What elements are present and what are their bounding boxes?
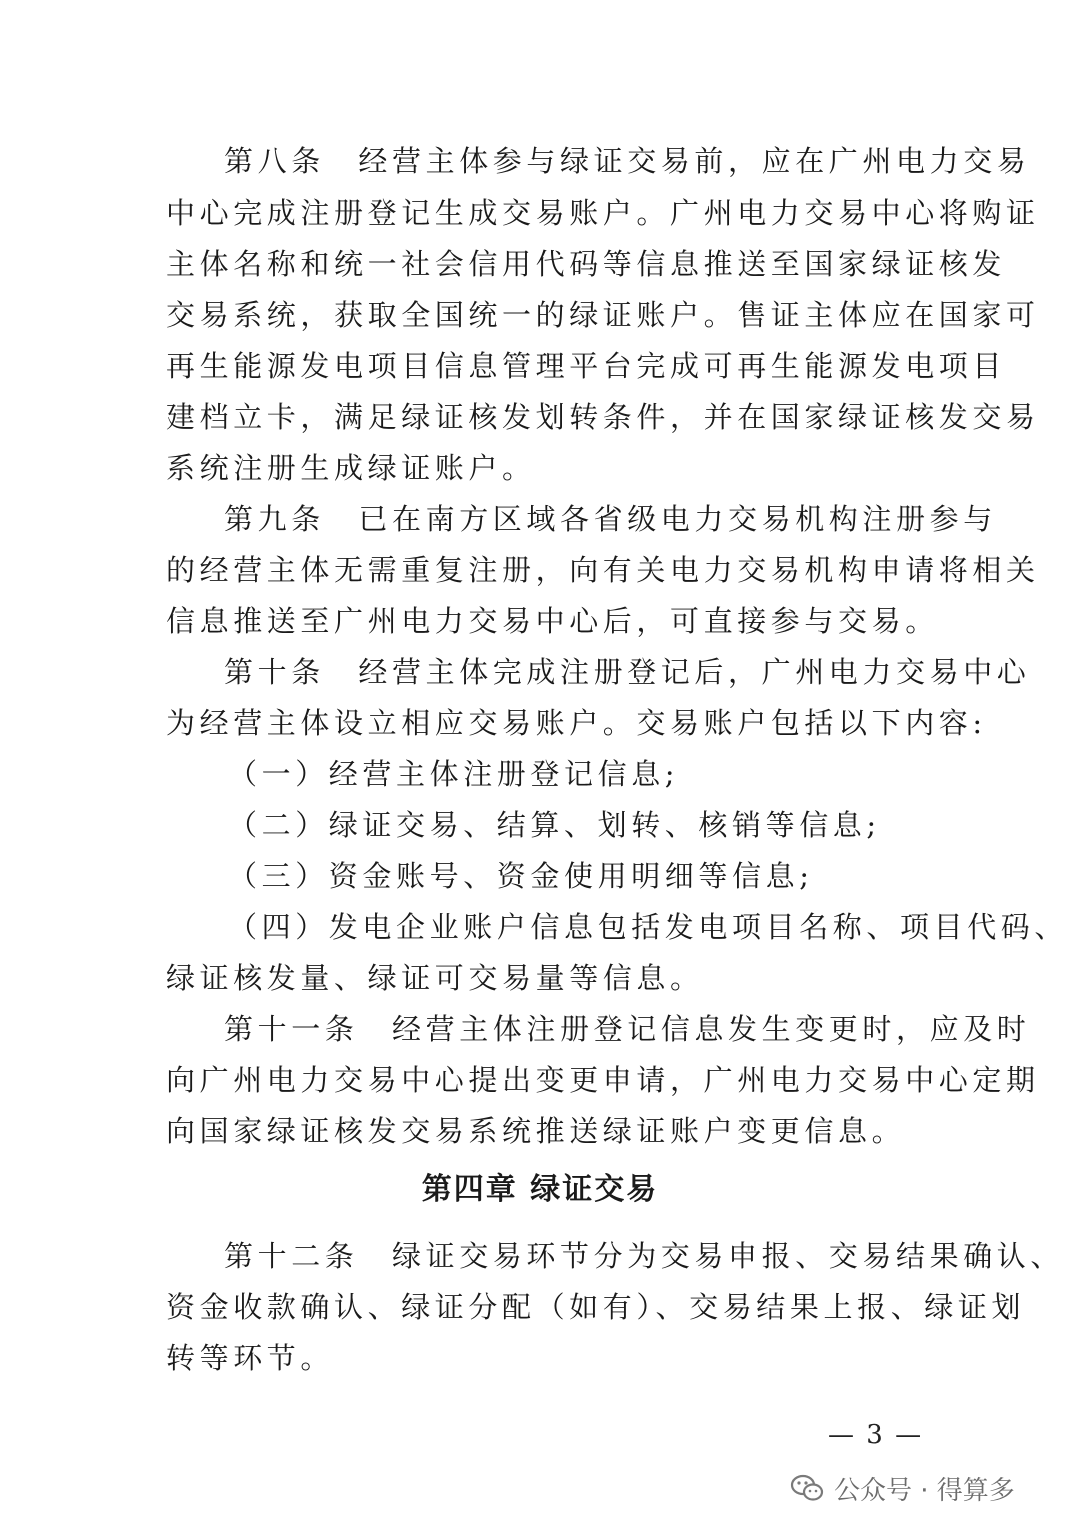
paragraph-line: 第十条 经营主体完成注册登记后，广州电力交易中心 [224,655,1031,689]
paragraph-line: 转等环节。 [166,1341,335,1375]
paragraph-line: 信息推送至广州电力交易中心后，可直接参与交易。 [166,604,939,638]
chapter-heading: 第四章 绿证交易 [421,1172,659,1207]
paragraph-line: 为经营主体设立相应交易账户。交易账户包括以下内容: [166,706,987,740]
paragraph-line: 向广州电力交易中心提出变更申请，广州电力交易中心定期 [166,1063,1040,1097]
paragraph-line: 向国家绿证核发交易系统推送绿证账户变更信息。 [166,1114,906,1148]
paragraph-line: 绿证核发量、绿证可交易量等信息。 [166,961,704,995]
wechat-icon [790,1473,824,1503]
paragraph-line: 的经营主体无需重复注册，向有关电力交易机构申请将相关 [166,553,1040,587]
paragraph-line: 资金收款确认、绿证分配（如有）、交易结果上报、绿证划 [166,1290,1026,1324]
list-item: （四）发电企业账户信息包括发电项目名称、项目代码、 [228,910,1069,944]
list-item: （二）绿证交易、结算、划转、核销等信息; [228,808,881,842]
paragraph-line: 第八条 经营主体参与绿证交易前，应在广州电力交易 [224,144,1031,178]
watermark-label: 公众号 · 得算多 [834,1475,1015,1506]
paragraph-line: 主体名称和统一社会信用代码等信息推送至国家绿证核发 [166,247,1007,281]
paragraph-line: 中心完成注册登记生成交易账户。广州电力交易中心将购证 [166,196,1040,230]
list-item: （三）资金账号、资金使用明细等信息; [228,859,814,893]
paragraph-line: 第十一条 经营主体注册登记信息发生变更时，应及时 [224,1012,1031,1046]
paragraph-line: 第十二条 绿证交易环节分为交易申报、交易结果确认、 [224,1239,1065,1273]
list-item: （一）经营主体注册登记信息; [228,757,680,791]
paragraph-line: 交易系统，获取全国统一的绿证账户。售证主体应在国家可 [166,298,1040,332]
paragraph-line: 再生能源发电项目信息管理平台完成可再生能源发电项目 [166,349,1007,383]
paragraph-line: 建档立卡，满足绿证核发划转条件，并在国家绿证核发交易 [166,400,1040,434]
paragraph-line: 第九条 已在南方区域各省级电力交易机构注册参与 [224,502,997,536]
watermark [790,1470,1015,1506]
paragraph-line: 系统注册生成绿证账户。 [166,451,536,485]
page-number: — 3 — [828,1420,924,1450]
